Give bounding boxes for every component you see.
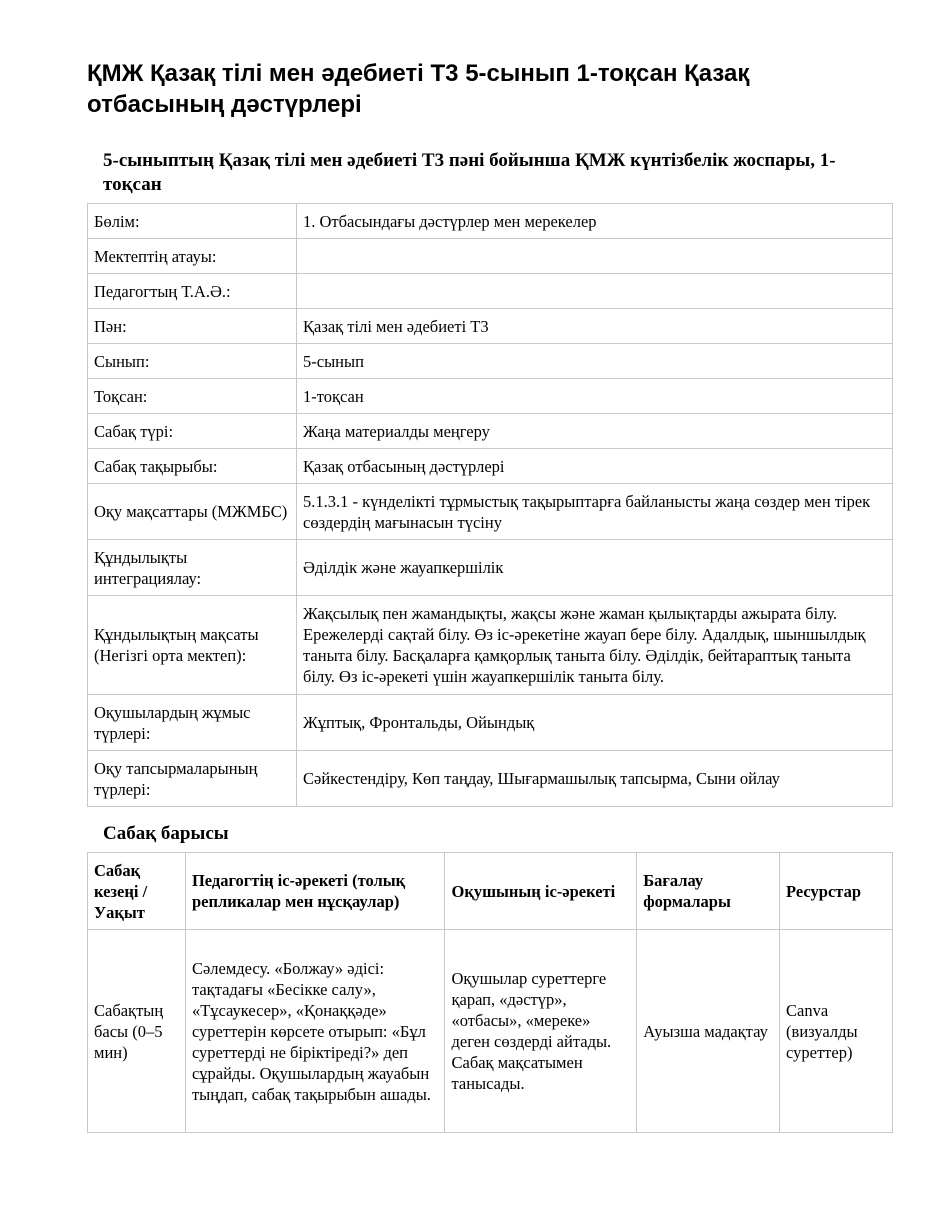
- info-key-quarter: Тоқсан:: [88, 379, 297, 414]
- header-assessment: Бағалау формалары: [637, 853, 780, 930]
- info-value-school: [297, 239, 893, 274]
- table-row: [88, 540, 893, 596]
- cell-assessment: Ауызша мадақтау: [637, 930, 780, 1133]
- info-key-value-integration: Құндылықты интеграциялау:: [88, 540, 297, 596]
- table-row: [88, 239, 893, 274]
- table-row: [88, 449, 893, 484]
- table-header-row: [88, 853, 893, 930]
- info-key-school: Мектептің атауы:: [88, 239, 297, 274]
- lesson-progress-table: [87, 852, 893, 1133]
- info-value-grade: 5-сынып: [297, 344, 893, 379]
- plan-heading: 5-сыныптың Қазақ тілі мен әдебиеті Т3 пәні бойынша ҚМЖ күнтізбелік жоспары, 1-тоқсан: [103, 150, 836, 195]
- info-key-subject: Пән:: [88, 309, 297, 344]
- table-row: [88, 695, 893, 751]
- info-key-grade: Сынып:: [88, 344, 297, 379]
- info-key-section: Бөлім:: [88, 204, 297, 239]
- cell-resources: Canva (визуалды суреттер): [780, 930, 893, 1133]
- info-key-task-types: Оқу тапсырмаларының түрлері:: [88, 751, 297, 807]
- info-key-lesson-type: Сабақ түрі:: [88, 414, 297, 449]
- table-row: [88, 930, 893, 1133]
- info-value-quarter: 1-тоқсан: [297, 379, 893, 414]
- header-stage: Сабақ кезеңі / Уақыт: [88, 853, 186, 930]
- header-teacher-activity: Педагогтің іс-әрекеті (толық репликалар мен нұсқаулар): [185, 853, 445, 930]
- info-key-lesson-topic: Сабақ тақырыбы:: [88, 449, 297, 484]
- info-key-work-types: Оқушылардың жұмыс түрлері:: [88, 695, 297, 751]
- cell-stage: Сабақтың басы (0–5 мин): [88, 930, 186, 1133]
- lesson-progress-heading: Сабақ барысы: [103, 823, 229, 844]
- header-resources: Ресурстар: [780, 853, 893, 930]
- table-row: [88, 204, 893, 239]
- table-row: [88, 344, 893, 379]
- info-value-value-integration: Әділдік және жауапкершілік: [297, 540, 893, 596]
- table-row: [88, 309, 893, 344]
- info-key-value-goal: Құндылықтың мақсаты (Негізгі орта мектеп):: [88, 596, 297, 695]
- table-row: [88, 379, 893, 414]
- table-row: [88, 414, 893, 449]
- info-value-lesson-type: Жаңа материалды меңгеру: [297, 414, 893, 449]
- cell-student-activity: Оқушылар суреттерге қарап, «дәстүр», «отбасы», «мереке» деген сөздерді айтады. Сабақ мақсатымен танысады.: [445, 930, 637, 1133]
- page-title: ҚМЖ Қазақ тілі мен әдебиеті Т3 5-сынып 1-тоқсан Қазақ отбасының дәстүрлері: [87, 60, 750, 118]
- info-value-section: 1. Отбасындағы дәстүрлер мен мерекелер: [297, 204, 893, 239]
- info-value-task-types: Сәйкестендіру, Көп таңдау, Шығармашылық тапсырма, Сыни ойлау: [297, 751, 893, 807]
- table-row: [88, 484, 893, 540]
- info-value-learning-objectives: 5.1.3.1 - күнделікті тұрмыстық тақырыптарға байланысты жаңа сөздер мен тірек сөздердің мағынасын түсіну: [297, 484, 893, 540]
- lesson-info-table: [87, 203, 893, 807]
- info-value-value-goal: Жақсылық пен жамандықты, жақсы және жаман қылықтарды ажырата білу. Ережелерді сақтай білу. Өз іс-әрекетіне жауап бере білу. Адалдық, шыншылдық таныта білу. Басқаларға қамқорлық таныта білу. Әділдік, бейтараптық таныта білу. Өз іс-әрекеті үшін жауапкершілік таныта білу.: [297, 596, 893, 695]
- info-key-learning-objectives: Оқу мақсаттары (МЖМБС): [88, 484, 297, 540]
- info-value-teacher: [297, 274, 893, 309]
- table-row: [88, 274, 893, 309]
- header-student-activity: Оқушының іс-әрекеті: [445, 853, 637, 930]
- table-row: [88, 596, 893, 695]
- info-value-work-types: Жұптық, Фронтальды, Ойындық: [297, 695, 893, 751]
- cell-teacher-activity: Сәлемдесу. «Болжау» әдісі: тақтадағы «Бесікке салу», «Тұсаукесер», «Қонаққәде» суреттерін көрсете отырып: «Бұл суреттерді не біріктіреді?» деп сұрайды. Оқушылардың жауабын тыңдап, сабақ тақырыбын ашады.: [185, 930, 445, 1133]
- info-key-teacher: Педагогтың Т.А.Ә.:: [88, 274, 297, 309]
- info-value-subject: Қазақ тілі мен әдебиеті Т3: [297, 309, 893, 344]
- info-value-lesson-topic: Қазақ отбасының дәстүрлері: [297, 449, 893, 484]
- table-row: [88, 751, 893, 807]
